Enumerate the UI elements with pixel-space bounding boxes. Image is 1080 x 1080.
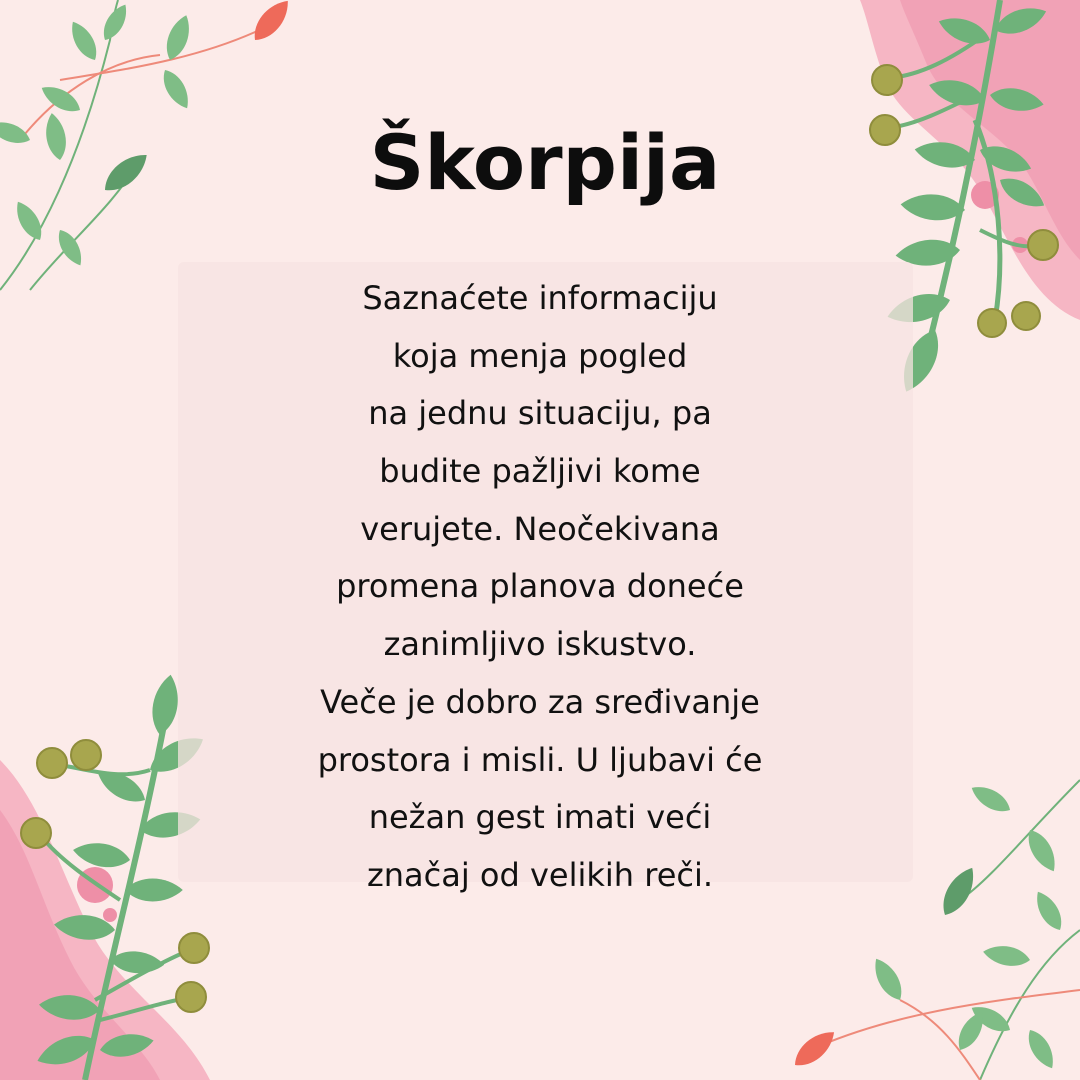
text-line: promena planova doneće: [336, 567, 744, 606]
text-line: Saznaćete informaciju: [362, 279, 718, 317]
page-title: Škorpija: [369, 118, 721, 207]
text-line: nežan gest imati veći: [368, 798, 712, 837]
text-line: koja menja pogled: [392, 336, 688, 375]
text-line: prostora i misli. U ljubavi će: [317, 740, 763, 779]
text-line: značaj od velikih reči.: [366, 855, 714, 894]
text-line: na jednu situaciju, pa: [368, 394, 712, 433]
text-line: verujete. Neočekivana: [360, 509, 720, 548]
text-line: zanimljivo iskustvo.: [383, 625, 697, 664]
horoscope-text: [210, 270, 870, 905]
text-line: Veče je dobro za sređivanje: [320, 682, 760, 721]
text-line: budite pažljivi kome: [379, 452, 701, 491]
